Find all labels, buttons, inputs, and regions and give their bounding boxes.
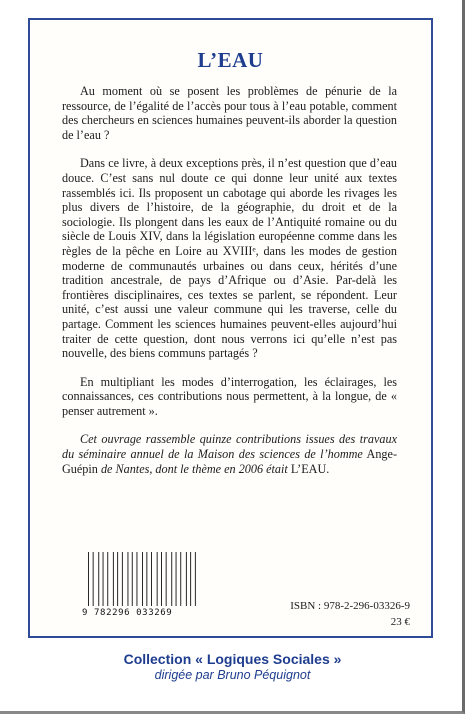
blurb	[62, 84, 397, 490]
barcode	[82, 552, 200, 622]
paragraph-4-part-c: de Nantes, dont le thème en 2006 était	[100, 461, 288, 476]
paragraph-4	[62, 432, 397, 476]
collection-director: dirigée par Bruno Péquignot	[154, 668, 311, 682]
paragraph-4-part-b: Ange-Guépin	[62, 447, 397, 476]
paragraph-2: Dans ce livre, à deux exceptions près, il n’est question que d’eau douce. C’est sans nul doute ce qui donne leur unité aux textes rassemblés ici. Ils proposent un cabotage qui aborde les rivages les plus divers de l’histoire, de la géographie, du droit et de la sociologie. Ils plongent dans les eaux de l’Antiquité romaine ou du siècle de Louis XIV, dans la législation européenne comme dans les règles de la pêche en Loire au XVIIIᵉ, dans les modes de gestion moderne de communautés urbaines ou dans ceux, hérités d’une tradition ancestrale, de pays d’Afrique ou d’Asie. Par-delà les frontières disciplinaires, ces textes se parlent, se répondent. Leur unité, c’est aussi une valeur commune qui les traverse, celle du partage. Comment les sciences humaines peuvent-elles aujourd’hui traiter de cette question, dont nous verrons ici qu’elle n’est pas nouvelle, des biens communs partagés ?	[62, 156, 397, 361]
paragraph-4-part-a: Cet ouvrage rassemble quinze contributions issues des travaux du séminaire annuel de la Maison des sciences de l’homme	[62, 432, 397, 462]
price: 23 €	[390, 616, 410, 628]
barcode-digits: 9 782296 033269	[82, 608, 173, 618]
isbn: ISBN : 978-2-296-03326-9	[290, 600, 410, 612]
barcode-bars	[88, 552, 198, 606]
book-title: L’EAU	[197, 48, 264, 72]
collection-name: Collection « Logiques Sociales »	[123, 651, 342, 667]
paragraph-1: Au moment où se posent les problèmes de pénurie de la ressource, de l’égalité de l’accès pour tous à l’eau potable, comment des chercheurs en sciences humaines peuvent-ils aborder la question de l’eau ?	[62, 84, 397, 142]
paragraph-3: En multipliant les modes d’interrogation, les éclairages, les connaissances, ces contributions nous permettent, à la longue, de « penser autrement ».	[62, 374, 397, 418]
paragraph-4-part-d: L’EAU.	[287, 461, 330, 476]
